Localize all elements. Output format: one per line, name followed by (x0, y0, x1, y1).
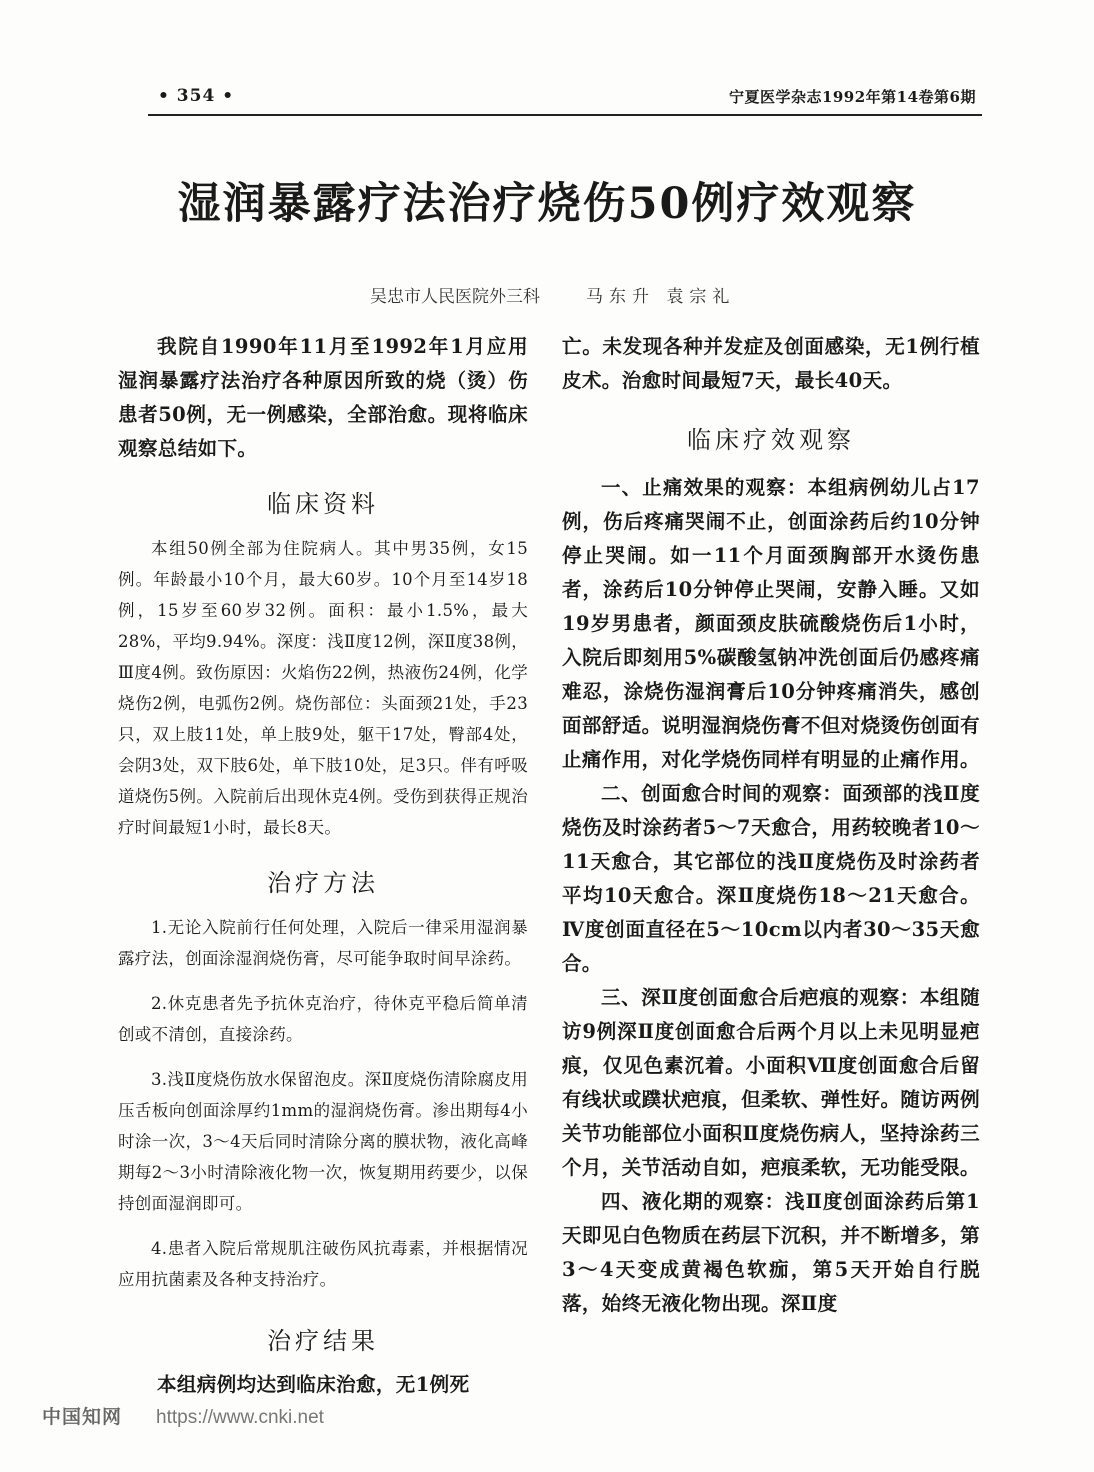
paragraph-text: 本组病例幼儿占17例，伤后疼痛哭闹不止，创面涂药后约10分钟停止哭闹。如一11个月面颈胸部开水烫伤患者，涂药后10分钟停止哭闹，安静入睡。又如19岁男患者，颜面颈皮肤硫酸烧伤后1小时，入院后即刻用5%碳酸氢钠冲洗创面后仍感疼痛难忍，涂烧伤湿润膏后10分钟疼痛消失，感创面部舒适。说明湿润烧伤膏不但对烧烫伤创面有止痛作用，对化学烧伤同样有明显的止痛作用。 (562, 476, 980, 771)
efficacy-paragraph (562, 777, 980, 981)
treatment-item: 3.浅Ⅱ度烧伤放水保留泡皮。深Ⅱ度烧伤清除腐皮用压舌板向创面涂厚约1mm的湿润烧伤膏。渗出期每4小时涂一次，3～4天后同时清除分离的膜状物，液化高峰期每2～3小时清除液化物一次，恢复期用药要少，以保持创面湿润即可。 (118, 1070, 528, 1213)
cnki-url[interactable]: https://www.cnki.net (156, 1407, 324, 1428)
affiliation: 吴忠市人民医院外三科 (370, 287, 540, 307)
results-paragraph-start: 本组病例均达到临床治愈，无1例死 (157, 1373, 470, 1396)
section-heading-results: 治疗结果 (267, 1327, 379, 1355)
paragraph-lead: 四、液化期的观察： (601, 1190, 786, 1213)
right-column (562, 330, 980, 1321)
page-number: • 354 • (158, 86, 235, 106)
intro-paragraph: 我院自1990年11月至1992年1月应用湿润暴露疗法治疗各种原因所致的烧（烫）伤患者50例，无一例感染，全部治愈。现将临床观察总结如下。 (118, 335, 528, 460)
treatment-item: 2.休克患者先予抗休克治疗，待休克平稳后简单清创或不清创，直接涂药。 (118, 994, 528, 1044)
treatment-item: 1.无论入院前行任何处理，入院后一律采用湿润暴露疗法，创面涂湿润烧伤膏，尽可能争取时间早涂药。 (118, 918, 528, 968)
left-column (118, 330, 528, 1402)
section-heading-clinical-data: 临床资料 (267, 490, 379, 518)
efficacy-paragraph (562, 471, 980, 777)
paragraph-text: 本组随访9例深Ⅱ度创面愈合后两个月以上未见明显疤痕，仅见色素沉着。小面积Ⅶ度创面愈合后留有线状或蹼状疤痕，但柔软、弹性好。随访两例关节功能部位小面积Ⅱ度烧伤病人，坚持涂药三个月，关节活动自如，疤痕柔软，无功能受限。 (562, 986, 980, 1179)
clinical-data-paragraph: 本组50例全部为住院病人。其中男35例，女15例。年龄最小10个月，最大60岁。10个月至14岁18例，15岁至60岁32例。面积：最小1.5%，最大28%，平均9.94%。深度：浅Ⅱ度12例，深Ⅱ度38例，Ⅲ度4例。致伤原因：火焰伤22例，热液伤24例，化学烧伤2例，电弧伤2例。烧伤部位：头面颈21处，手23只，双上肢11处，单上肢9处，躯干17处，臀部4处，会阴3处，双下肢6处，单下肢10处，足3只。伴有呼吸道烧伤5例。入院前后出现休克4例。受伤到获得正规治疗时间最短1小时，最长8天。 (118, 539, 528, 837)
authors: 马东升 袁宗礼 (586, 287, 736, 307)
section-heading-treatment-method: 治疗方法 (267, 869, 379, 897)
footer-watermark (42, 1402, 324, 1429)
treatment-item: 4.患者入院后常规肌注破伤风抗毒素，并根据情况应用抗菌素及各种支持治疗。 (118, 1239, 528, 1289)
paragraph-text: 浅Ⅱ度创面涂药后第1天即见白色物质在药层下沉积，并不断增多，第3～4天变成黄褐色软痂，第5天开始自行脱落，始终无液化物出现。深Ⅱ度 (562, 1190, 980, 1315)
results-paragraph-continued: 亡。未发现各种并发症及创面感染，无1例行植皮术。治愈时间最短7天，最长40天。 (562, 335, 980, 392)
section-heading-efficacy: 临床疗效观察 (687, 426, 855, 454)
efficacy-paragraph (562, 1185, 980, 1321)
cnki-logo: 中国知网 (42, 1407, 123, 1428)
journal-header: 宁夏医学杂志1992年第14卷第6期 (728, 88, 976, 106)
paragraph-lead: 二、创面愈合时间的观察： (601, 782, 843, 805)
paragraph-text: 面颈部的浅Ⅱ度烧伤及时涂药者5～7天愈合，用药较晚者10～11天愈合，其它部位的浅Ⅱ度烧伤及时涂药者平均10天愈合。深Ⅱ度烧伤18～21天愈合。Ⅳ度创面直径在5～10cm以内者30～35天愈合。 (562, 782, 980, 975)
header-rule (148, 114, 982, 116)
article-title: 湿润暴露疗法治疗烧伤50例疗效观察 (177, 179, 917, 229)
efficacy-paragraph (562, 981, 980, 1185)
byline (370, 282, 735, 307)
paragraph-lead: 三、深Ⅱ度创面愈合后疤痕的观察： (601, 986, 920, 1009)
paragraph-lead: 一、止痛效果的观察： (601, 476, 808, 499)
